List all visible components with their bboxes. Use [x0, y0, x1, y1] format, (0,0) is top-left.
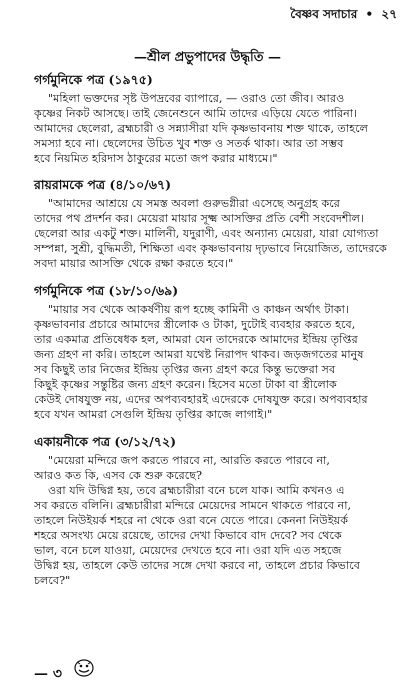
text-line: তাহলে নিউইয়র্ক শহরে না থেকে ওরা বনে যেতে পারে। কেননা নিউইয়র্ক	[34, 514, 349, 527]
section-heading: গর্গমুনিকে পত্র (১৮/১০/৬৯)	[34, 283, 179, 298]
text-line: জন্য গ্রহণ না করি। তাহলে আমরা যথেষ্ট নিরাপদ থাকব। জড়জগতের মানুষ	[34, 348, 364, 361]
text-line: ছেলেরা আর একটু শক্ত। মালিনী, যদুরাণী, এবং অন্যান্য মেয়েরা, যারা যোগ্যতা	[34, 227, 379, 240]
running-head-title: বৈষ্ণব সদাচার	[290, 7, 358, 21]
text-line: চলবে?"	[34, 574, 71, 587]
text-line: কৃষ্ণের নিকট আসছে। তাই জেনেশুনে আমি তাদের এড়িয়ে যেতে পারিনা।	[34, 107, 358, 120]
text-line: সব কিছুই তার নিজের ইন্দ্রিয় তৃপ্তির জন্য গ্রহণ করে কিন্তু ভক্তেরা সব	[34, 363, 336, 376]
page-number: ২৭	[381, 7, 397, 21]
text-line: "মেয়েরা মন্দিরে জপ করতে পারবে না, আরতি করতে পারবে না,	[48, 454, 330, 467]
text-line: আরও কত কি, এসব কে শুরু করেছে?	[34, 469, 203, 482]
running-head-separator: •	[365, 7, 374, 21]
text-line: শহরে অসংখ্য মেয়ে রয়েছে, তাদের দেখা কিভাবে বাদ দেবে? সব থেকে	[34, 529, 342, 542]
footer-mark: — ৩	[34, 666, 62, 682]
text-line: কৃষ্ণভাবনার প্রচারে আমাদের স্ত্রীলোক ও টাকা, দুটোই ব্যবহার করতে হবে,	[34, 318, 356, 331]
publisher-seal-icon	[73, 658, 95, 682]
section-heading: রায়রামকে পত্র (৪/১০/৬৭)	[34, 177, 172, 192]
text-line: উদ্বিগ্ন হয়, তাহলে কেউ তাদের সঙ্গে দেখা করবে না, তাহলে প্রচার কিভাবে	[34, 559, 360, 572]
text-line: কেউই দোষযুক্ত নয়, এদের অপব্যবহারই এদেরকে দোষযুক্ত করে। অপব্যবহার	[34, 393, 368, 406]
text-line: তার একমাত্র প্রতিষেধক হল, আমরা যেন তাদেরকে আমাদের ইন্দ্রিয় তৃপ্তির	[34, 333, 358, 346]
section-heading: গর্গমুনিকে পত্র (১৯৭৫)	[34, 72, 153, 87]
text-line: সব করতে বলিনি। ব্রহ্মচারীরা মন্দিরে মেয়েদের সামনে থাকতে পারবে না,	[34, 499, 352, 512]
text-line: "আমাদের আশ্রয়ে যে সমস্ত অবলা গুরুভগ্নীরা এসেছে অনুগ্রহ করে	[48, 197, 340, 210]
section-heading: একায়নীকে পত্র (৩/১২/৭২)	[34, 434, 177, 449]
text-line: সম্পন্না, সুশ্রী, বুদ্ধিমতী, শিক্ষিতা এবং কৃষ্ণভাবনায় দৃঢ়ভাবে নিয়োজিত, তাদেরকে	[34, 242, 387, 255]
text-line: "মায়ার সব থেকে আকর্ষণীয় রূপ হচ্ছে কামিনী ও কাঞ্চন অর্থাৎ টাকা।	[48, 303, 349, 316]
running-head	[290, 6, 397, 26]
text-line: ওরা যদি উদ্বিগ্ন হয়, তবে ব্রহ্মচারীরা বনে চলে যাক। আমি কখনও এ	[48, 484, 345, 497]
text-line: সবদা মায়ার আসক্তি থেকে রক্ষা করতে হবে।"	[34, 257, 234, 270]
text-line: "মহিলা ভক্তদের সৃষ্ট উপদ্রবের ব্যাপারে, — ওরাও তো জীব। আরও	[48, 92, 345, 105]
text-line: তাদের পথ প্রদর্শন কর। মেয়েরা মায়ার সূক্ষ্ম আসক্তির প্রতি বেশী সংবেদশীল।	[34, 212, 365, 225]
text-line: সমস্যা হবে না। ছেলেদের উচিত খুব শক্ত ও সতর্ক থাকা। আর তা সম্ভব	[34, 137, 344, 150]
text-line: ভাল, বনে চলে যাওয়া, মেয়েদের দেখতে হবে না। ওরা যদি এত সহজে	[34, 544, 342, 557]
text-line: কিছুই কৃষ্ণের সন্তুষ্টির জন্য গ্রহণ করেন। হিসেব মতো টাকা বা স্ত্রীলোক	[34, 378, 337, 391]
text-line: হবে যখন আমরা সেগুলি ইন্দ্রিয় তৃপ্তির কাজে লাগাই।"	[34, 408, 273, 421]
page-title: —শ্রীল প্রভুপাদের উদ্ধৃতি —	[133, 50, 282, 65]
text-line: হবে নিয়মিত হরিদাস ঠাকুরের মতো জপ করার মাধ্যমে।"	[34, 152, 278, 165]
text-line: আমাদের ছেলেরা, ব্রহ্মচারী ও সন্ন্যাসীরা যদি কৃষ্ণভাবনায় শক্ত থাকে, তাহলে	[34, 122, 368, 135]
